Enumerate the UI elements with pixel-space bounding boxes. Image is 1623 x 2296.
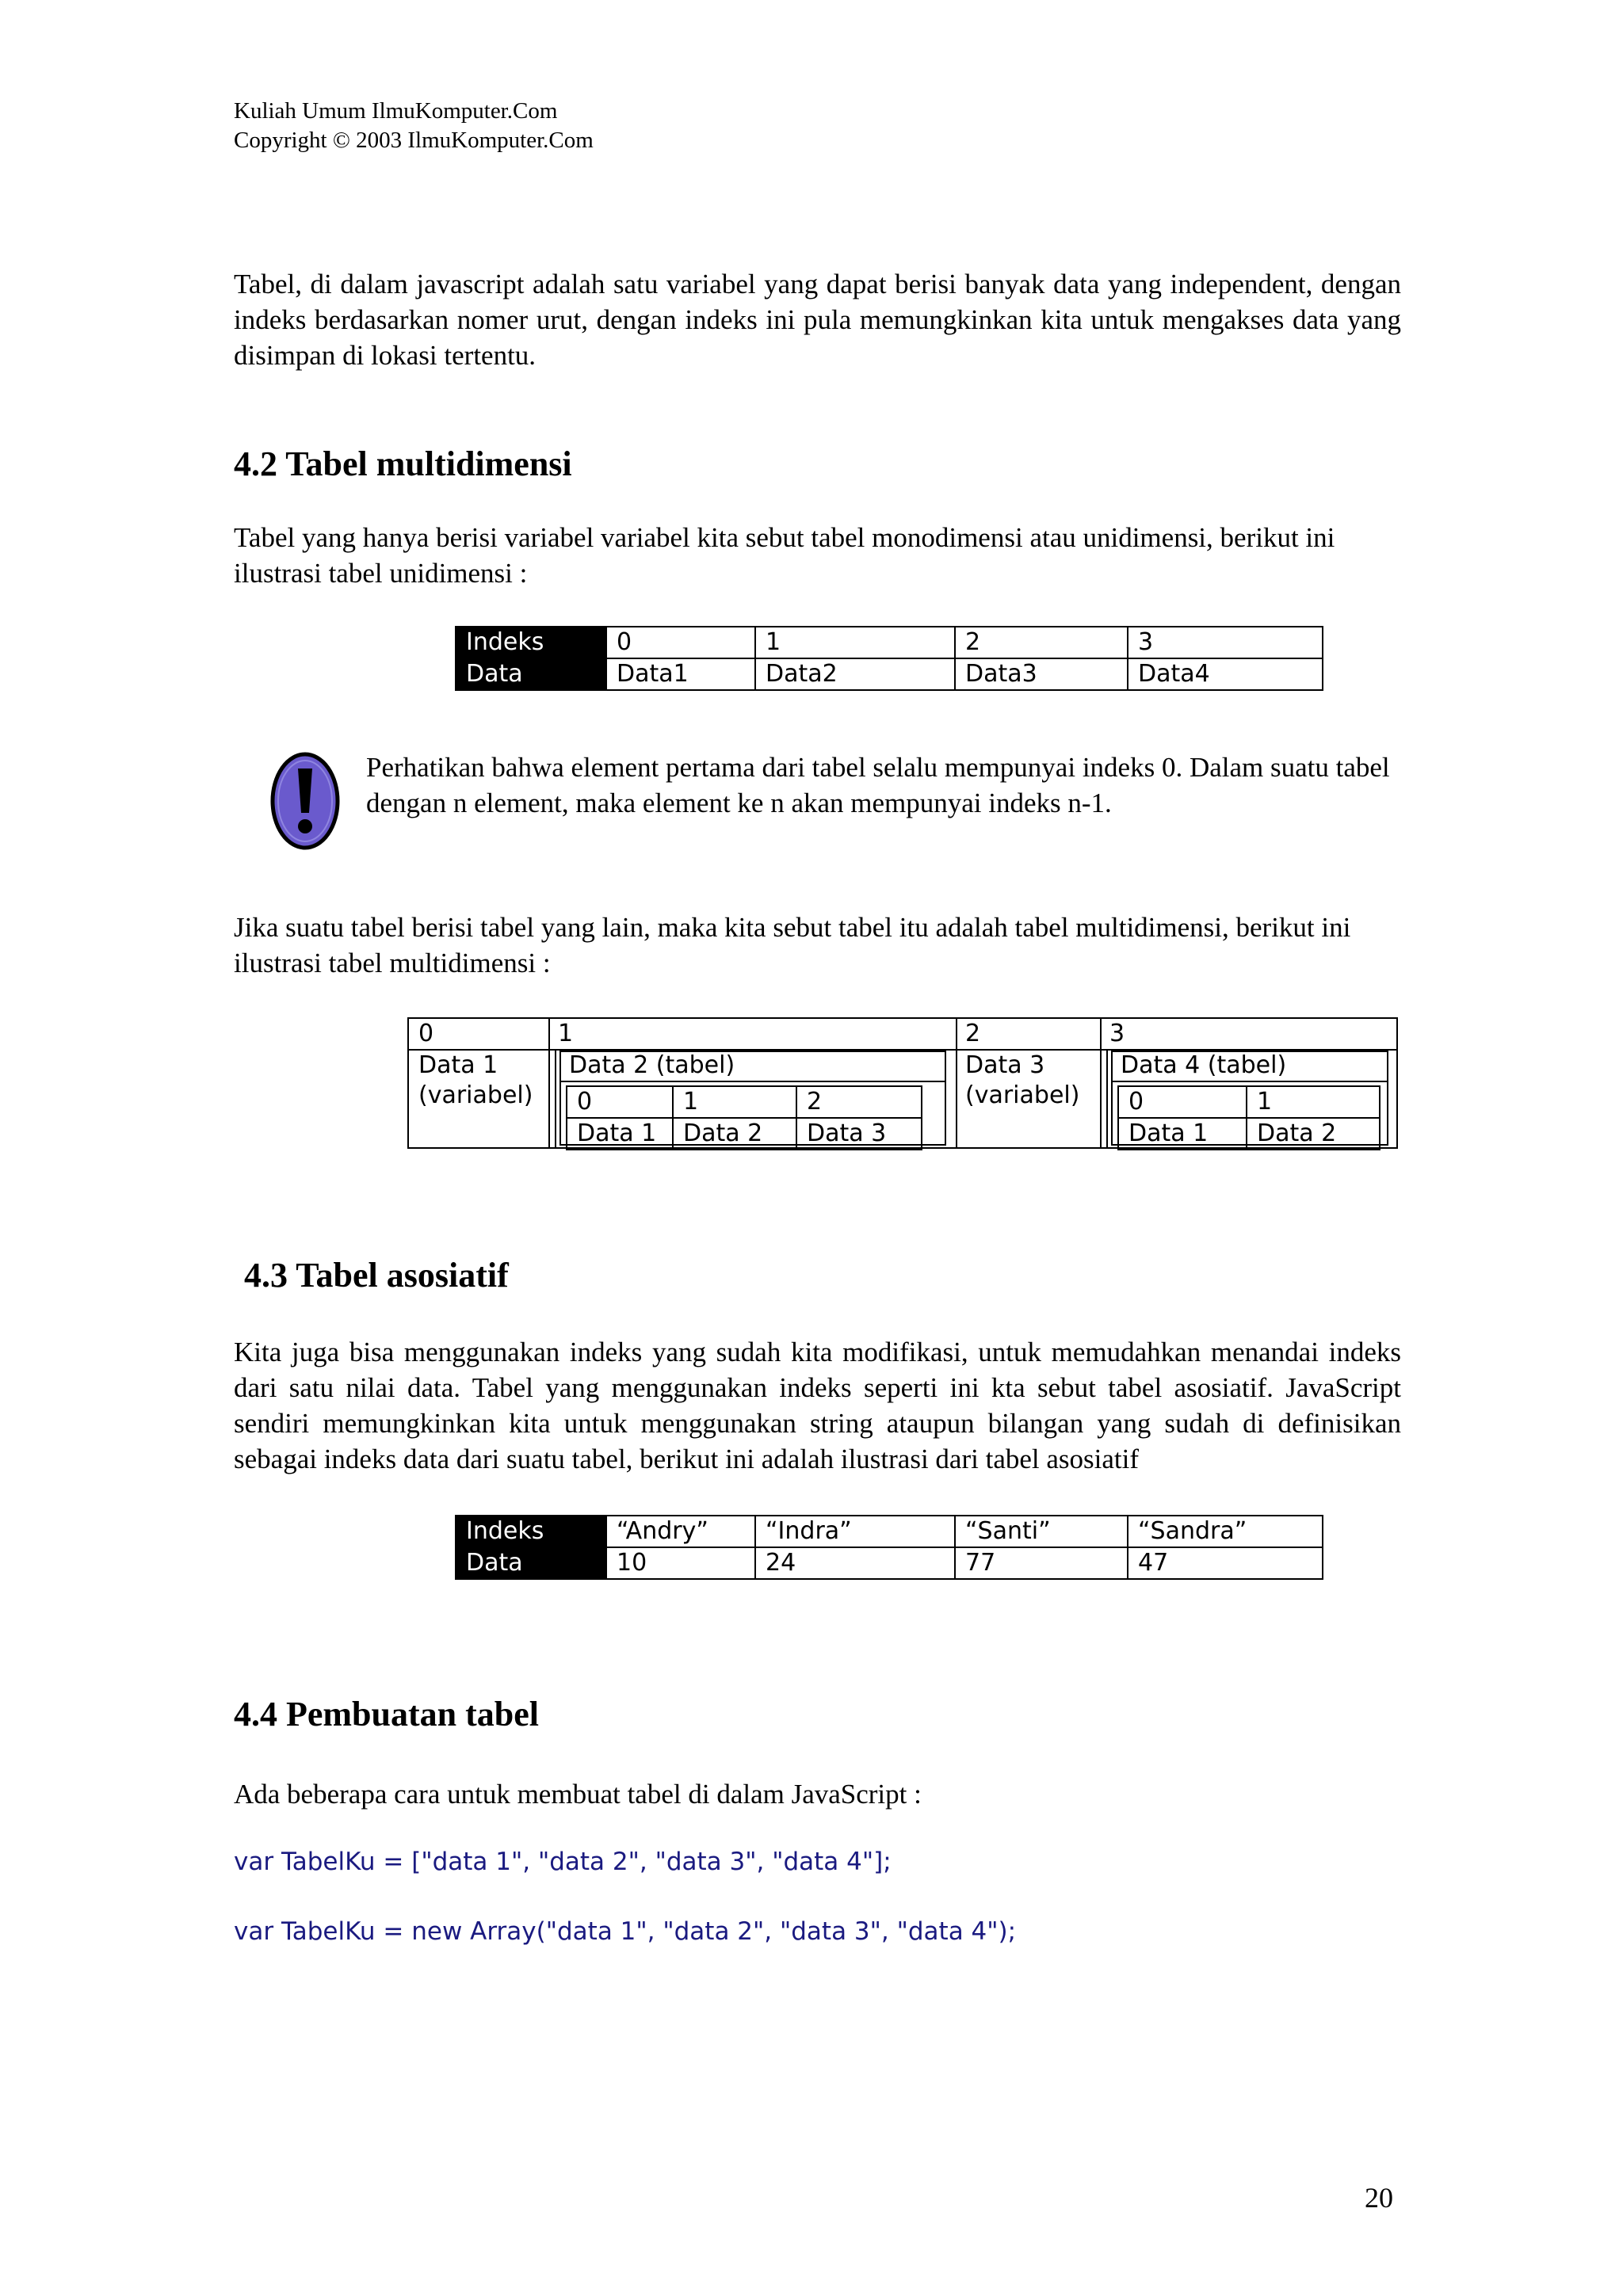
- header-line-2: Copyright © 2003 IlmuKomputer.Com: [234, 128, 594, 153]
- table-cell: 77: [955, 1547, 1128, 1579]
- table-cell: 47: [1128, 1547, 1323, 1579]
- table-cell: Data 2: [673, 1118, 796, 1150]
- data-3-label: Data 3: [965, 1051, 1045, 1079]
- table-cell: Data4: [1128, 658, 1323, 690]
- table-row: [567, 1118, 922, 1150]
- page-header: [234, 97, 594, 155]
- code-line-2: var TabelKu = new Array("data 1", "data 2", "data 3", "data 4");: [234, 1917, 1017, 1946]
- table-divider: [1100, 1019, 1102, 1147]
- header-line-1: Kuliah Umum IlmuKomputer.Com: [234, 98, 558, 124]
- table-divider: [1113, 1081, 1387, 1082]
- table-cell: Data2: [755, 658, 955, 690]
- table-cell: Data: [456, 1547, 606, 1579]
- table-row: [567, 1086, 922, 1118]
- data-4-nested-table: [1111, 1051, 1388, 1146]
- data-2-title: Data 2 (tabel): [569, 1051, 735, 1079]
- section-heading-4-4: 4.4 Pembuatan tabel: [234, 1695, 539, 1733]
- table-row: [456, 1516, 1323, 1547]
- data-2-nested-table: [559, 1051, 946, 1146]
- table-cell: 1: [673, 1086, 796, 1118]
- unidimensional-table: [455, 626, 1323, 691]
- data-1-label: Data 1: [418, 1051, 498, 1079]
- index-label: 1: [558, 1020, 574, 1047]
- note-text: Perhatikan bahwa element pertama dari tabel selalu mempunyai indeks 0. Dalam suatu tabel dengan n element, maka element ke n akan mempunyai indeks n-1.: [366, 752, 1390, 818]
- table-row: [456, 1547, 1323, 1579]
- data-3-type: (variabel): [965, 1081, 1080, 1109]
- table-cell: “Indra”: [755, 1516, 955, 1547]
- exclamation-icon: [269, 751, 341, 851]
- index-label: 0: [418, 1020, 434, 1047]
- section-4-4-paragraph: Ada beberapa cara untuk membuat tabel di dalam JavaScript :: [234, 1779, 922, 1810]
- table-divider: [555, 1051, 556, 1147]
- table-row: [456, 658, 1323, 690]
- section-4-2-paragraph-2: Jika suatu tabel berisi tabel yang lain, maka kita sebut tabel itu adalah tabel multidimensi, berikut ini ilustrasi tabel multidimensi :: [234, 912, 1351, 978]
- table-cell: 0: [606, 627, 755, 658]
- table-cell: 24: [755, 1547, 955, 1579]
- data-4-inner-table: [1117, 1085, 1381, 1150]
- section-4-3-paragraph: Kita juga bisa menggunakan indeks yang sudah kita modifikasi, untuk memudahkan menandai indeks dari satu nilai data. Tabel yang menggunakan indeks seperti ini kta sebut tabel asosiatif. JavaScript sendiri memungkinkan kita untuk menggunakan string ataupun bilangan yang sudah di definisikan sebagai indeks data dari suatu tabel, berikut ini adalah ilustrasi dari tabel asosiatif: [234, 1337, 1401, 1474]
- table-cell: Data 1: [567, 1118, 673, 1150]
- table-divider: [956, 1019, 957, 1147]
- table-cell: 2: [955, 627, 1128, 658]
- table-cell: Data 2: [1247, 1118, 1380, 1150]
- table-cell: 0: [1118, 1086, 1247, 1118]
- multidimensional-table: [407, 1017, 1398, 1149]
- page-number: 20: [1365, 2182, 1393, 2214]
- intro-paragraph: Tabel, di dalam javascript adalah satu variabel yang dapat berisi banyak data yang independent, dengan indeks berdasarkan nomer urut, dengan indeks ini pula memungkinkan kita untuk mengakses data yang disimpan di lokasi tertentu.: [234, 269, 1401, 371]
- code-line-1: var TabelKu = ["data 1", "data 2", "data 3", "data 4"];: [234, 1848, 892, 1876]
- section-heading-4-3: 4.3 Tabel asosiatif: [244, 1256, 509, 1295]
- table-cell: 2: [796, 1086, 922, 1118]
- table-cell: Data 3: [796, 1118, 922, 1150]
- table-cell: Data1: [606, 658, 755, 690]
- table-cell: 10: [606, 1547, 755, 1579]
- associative-table: [455, 1515, 1323, 1580]
- table-row: [1118, 1118, 1380, 1150]
- table-divider: [548, 1019, 550, 1147]
- table-divider: [561, 1081, 945, 1082]
- data-1-type: (variabel): [418, 1081, 533, 1109]
- table-cell: “Sandra”: [1128, 1516, 1323, 1547]
- table-divider: [1106, 1051, 1108, 1147]
- table-cell: 1: [1247, 1086, 1380, 1118]
- index-label: 2: [965, 1020, 981, 1047]
- section-4-2-paragraph: Tabel yang hanya berisi variabel variabel kita sebut tabel monodimensi atau unidimensi, berikut ini ilustrasi tabel unidimensi :: [234, 522, 1335, 589]
- data-2-inner-table: [566, 1085, 922, 1150]
- table-cell: Data: [456, 658, 606, 690]
- table-cell: “Santi”: [955, 1516, 1128, 1547]
- table-cell: Data3: [955, 658, 1128, 690]
- table-cell: 3: [1128, 627, 1323, 658]
- table-cell: 1: [755, 627, 955, 658]
- table-cell: Indeks: [456, 627, 606, 658]
- table-cell: “Andry”: [606, 1516, 755, 1547]
- table-cell: Indeks: [456, 1516, 606, 1547]
- table-row: [456, 627, 1323, 658]
- data-4-title: Data 4 (tabel): [1121, 1051, 1287, 1079]
- table-cell: 0: [567, 1086, 673, 1118]
- section-heading-4-2: 4.2 Tabel multidimensi: [234, 444, 572, 483]
- table-row: [1118, 1086, 1380, 1118]
- index-label: 3: [1109, 1020, 1125, 1047]
- table-cell: Data 1: [1118, 1118, 1247, 1150]
